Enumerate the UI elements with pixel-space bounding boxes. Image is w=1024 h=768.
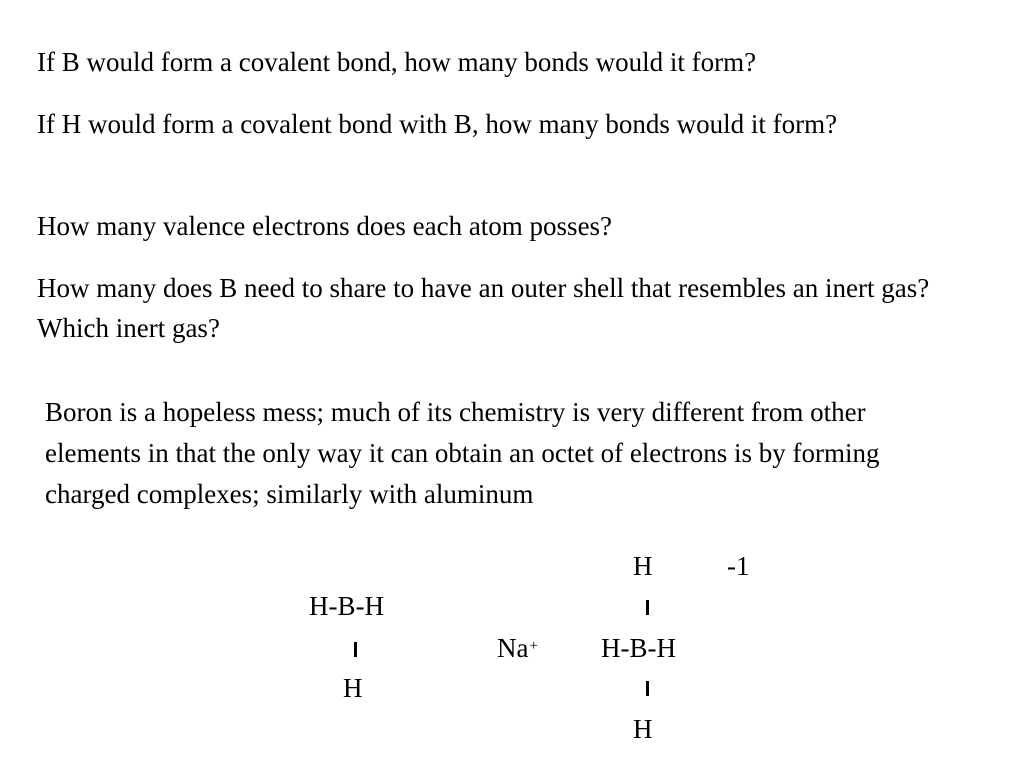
bh4-middle-row: H-B-H <box>601 633 676 663</box>
sodium-cation <box>497 633 538 663</box>
boron-paragraph: Boron is a hopeless mess; much of its chemistry is very different from other elements in that the only way it can obtain an octet of electrons is by forming charged complexes; similarly with aluminum <box>45 397 880 509</box>
sodium-charge: + <box>529 638 538 654</box>
bh3-top-row: H-B-H <box>309 591 384 621</box>
bh3-bottom-atom: H <box>343 673 363 703</box>
bh4-charge: -1 <box>727 551 750 581</box>
bh4-bond-line-bottom <box>646 681 649 696</box>
question-4: How many does B need to share to have an outer shell that resembles an inert gas? Which inert gas? <box>37 273 930 343</box>
bh4-top-atom: H <box>633 551 653 581</box>
question-2: If H would form a covalent bond with B, how many bonds would it form? <box>37 109 838 139</box>
bh4-bond-line-top <box>646 600 649 615</box>
sodium-symbol: Na <box>497 633 529 663</box>
question-1: If B would form a covalent bond, how many bonds would it form? <box>37 47 757 77</box>
question-3: How many valence electrons does each atom posses? <box>37 211 613 241</box>
bh4-bottom-atom: H <box>633 714 653 744</box>
bh3-bond-line <box>354 642 357 657</box>
